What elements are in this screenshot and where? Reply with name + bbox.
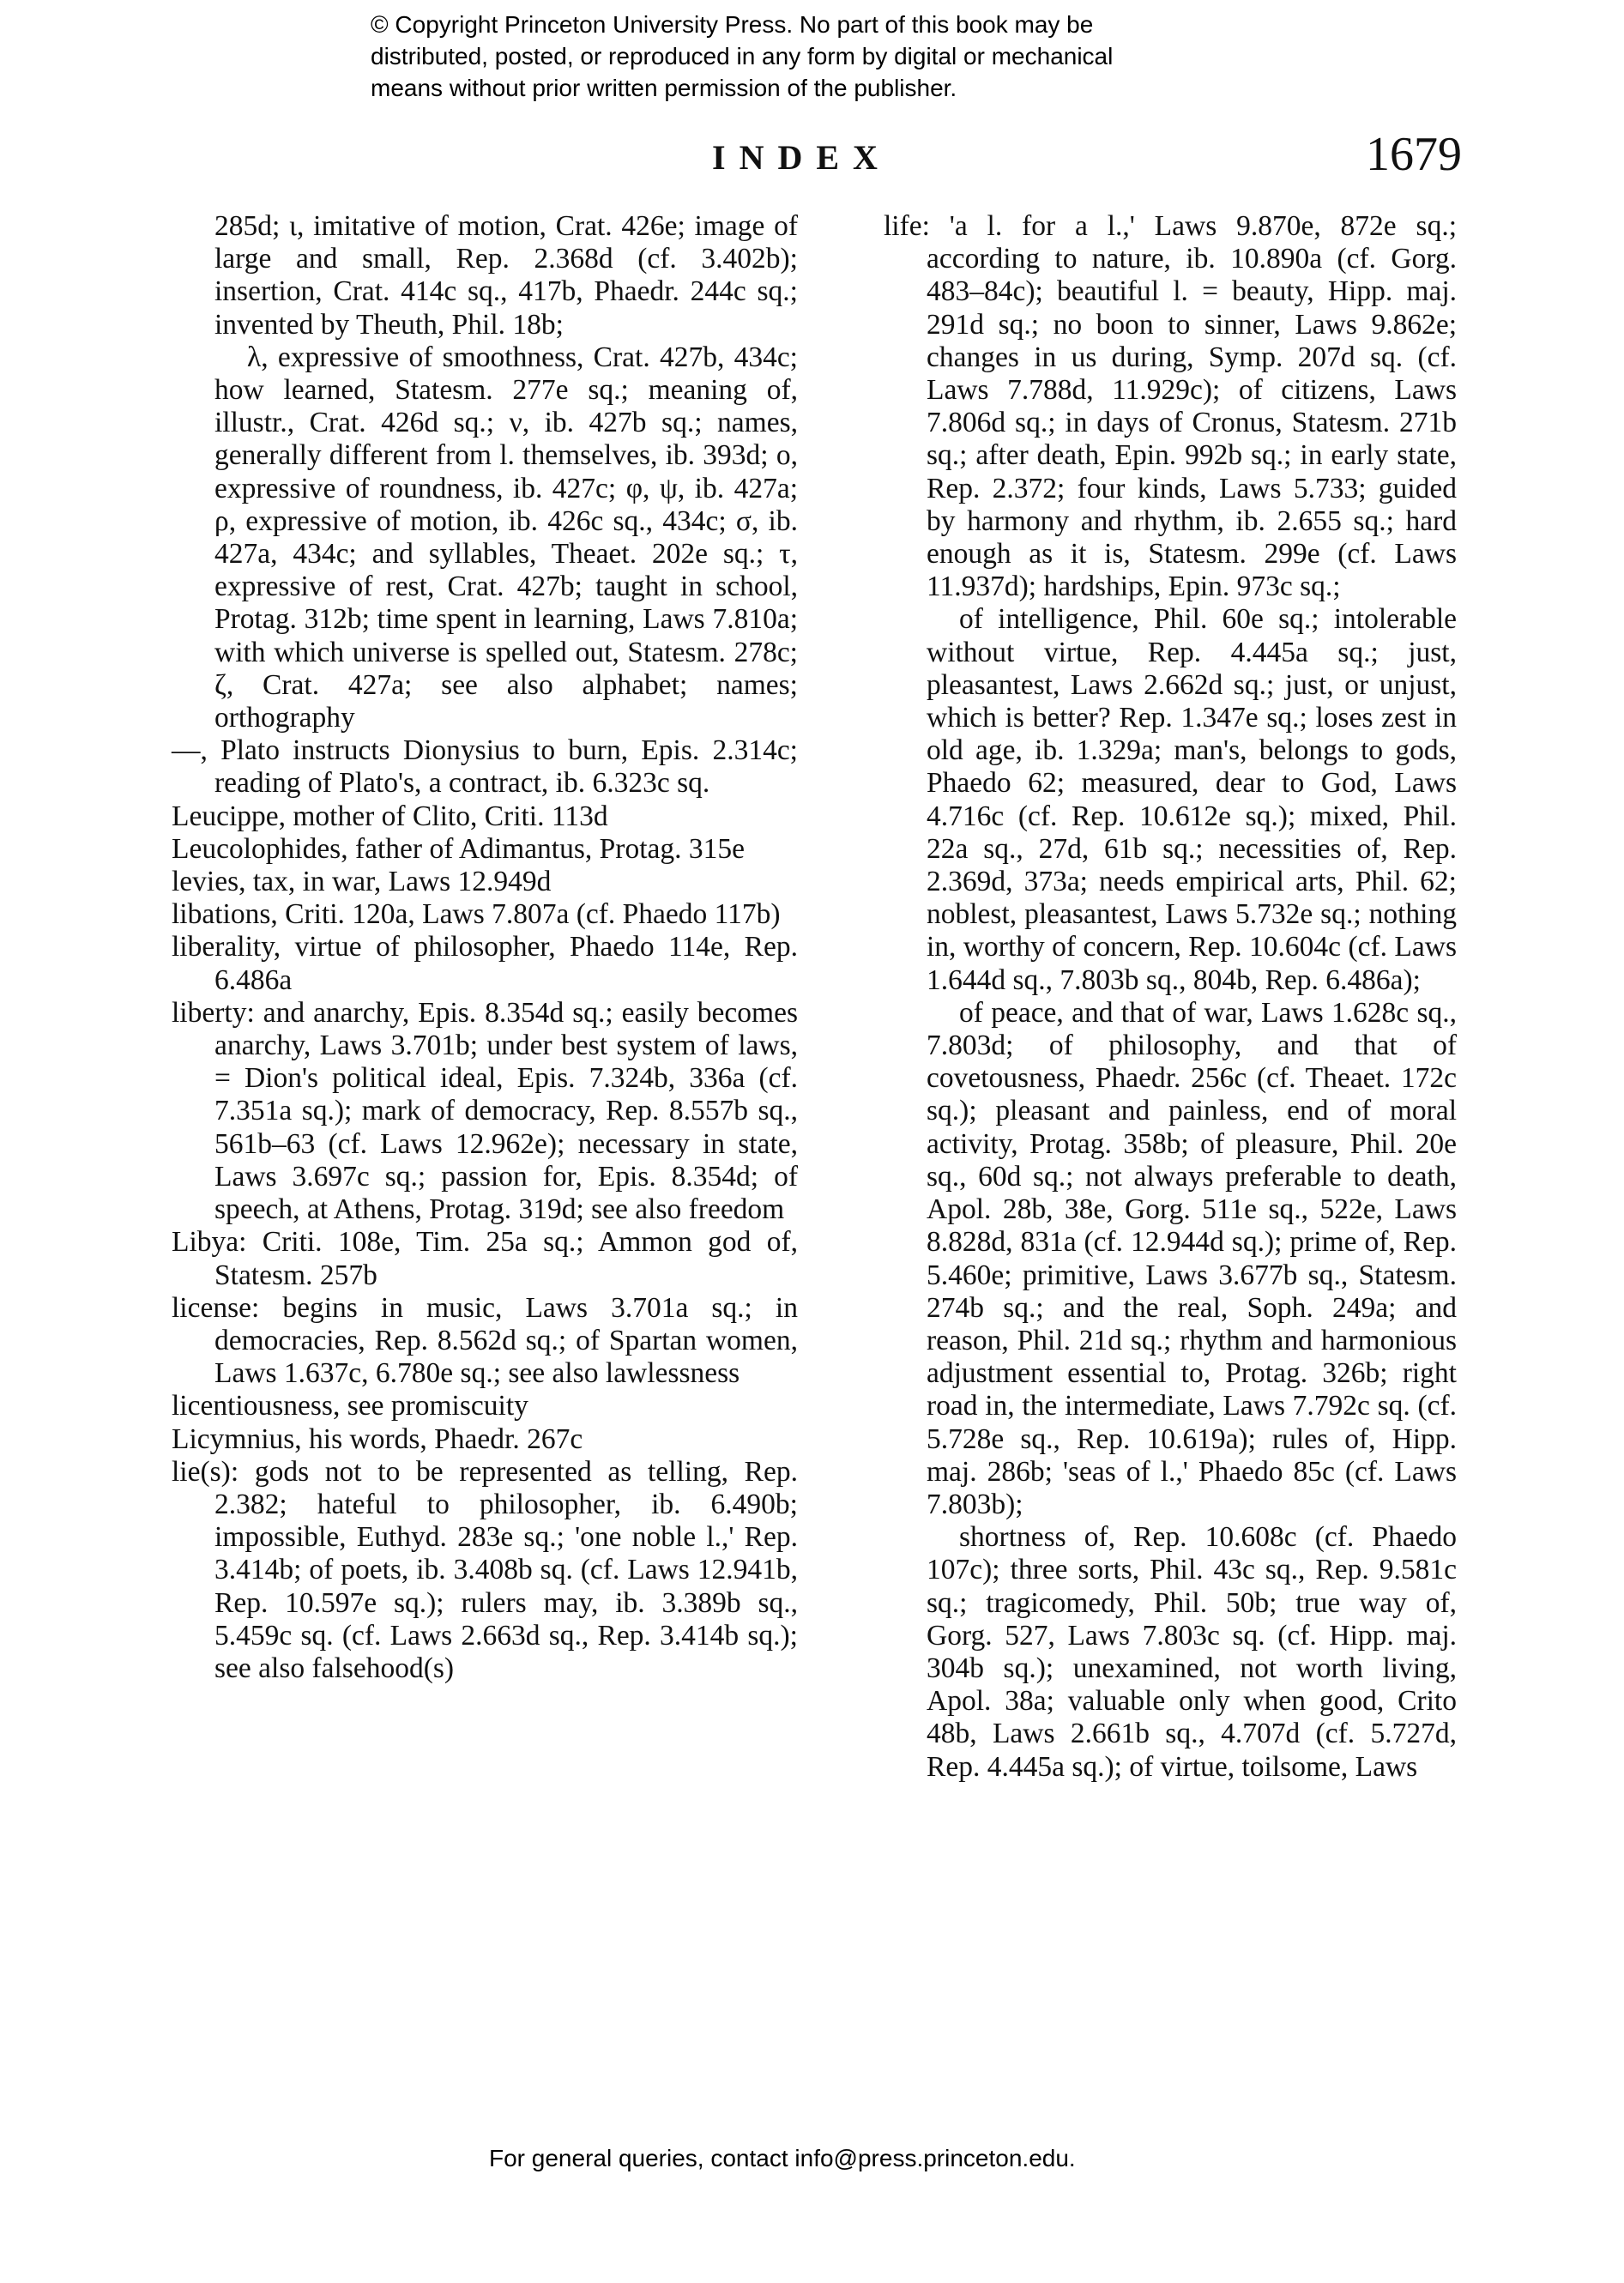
index-entry: Leucolophides, father of Adimantus, Protag. 315e [172, 832, 745, 865]
footer-contact: For general queries, contact info@press.princeton.edu. [489, 2145, 1076, 2171]
index-entry: 285d; ι, imitative of motion, Crat. 426e; image of large and small, Rep. 2.368d (cf. 3.402b); insertion, Crat. 414c sq., 417b, Phaedr. 244c sq.; invented by Theuth, Phil. 18b; [214, 210, 798, 341]
index-column-right [884, 210, 1457, 1784]
index-subentry: of peace, and that of war, Laws 1.628c sq., 7.803d; of philosophy, and that of covetousness, Phaedr. 256c (cf. Theaet. 172c sq.); pleasant and painless, end of moral activity, Protag. 358b; of pleasure, Phil. 20e sq., 60d sq.; not always preferable to death, Apol. 28b, 38e, Gorg. 511e sq., 522e, Laws 8.828d, 831a (cf. 12.944d sq.); prime of, Rep. 5.460e; primitive, Laws 3.677b sq., Statesm. 274b sq.; and the real, Soph. 249a; and reason, Phil. 21d sq.; rhythm and harmonious adjustment essential to, Protag. 326b; right road in, the intermediate, Laws 7.792c sq. (cf. 5.728e sq., Rep. 10.619a); rules of, Hipp. maj. 286b; 'seas of l.,' Phaedo 85c (cf. Laws 7.803b); [927, 996, 1457, 1520]
index-subentry: of intelligence, Phil. 60e sq.; intolerable without virtue, Rep. 4.445a sq.; just, pleasantest, Laws 2.662d sq.; just, or unjust, which is better? Rep. 1.347e sq.; loses zest in old age, ib. 1.329a; man's, belongs to gods, Phaedo 62; measured, dear to God, Laws 4.716c (cf. Rep. 10.612e sq.); mixed, Phil. 22a sq., 27d, 61b sq.; necessities of, Rep. 2.369d, 373a; needs empirical arts, Phil. 62; noblest, pleasantest, Laws 5.732e sq.; nothing in, worthy of concern, Rep. 10.604c (cf. Laws 1.644d sq., 7.803b sq., 804b, Rep. 6.486a); [927, 603, 1457, 996]
index-entry: —, Plato instructs Dionysius to burn, Epis. 2.314c; reading of Plato's, a contract, ib. 6.323c sq. [172, 734, 798, 800]
running-title: INDEX [712, 138, 891, 177]
copyright-line: © Copyright Princeton University Press. No part of this book may be [371, 11, 1094, 38]
index-entry: licentiousness, see promiscuity [172, 1390, 528, 1422]
index-entry: libations, Criti. 120a, Laws 7.807a (cf. Phaedo 117b) [172, 898, 781, 931]
copyright-line: means without prior written permission of the publisher. [371, 75, 957, 101]
copyright-notice [371, 9, 1229, 104]
index-entry: Leucippe, mother of Clito, Criti. 113d [172, 800, 608, 832]
index-subentry: shortness of, Rep. 10.608c (cf. Phaedo 107c); three sorts, Phil. 43c sq., Rep. 9.581c sq.; tragicomedy, Phil. 50b; true way of, Gorg. 527, Laws 7.803c sq. (cf. Hipp. maj. 304b sq.); unexamined, not worth living, Apol. 38a; valuable only when good, Crito 48b, Laws 2.661b sq., 4.707d (cf. 5.727d, Rep. 4.445a sq.); of virtue, toilsome, Laws [927, 1521, 1457, 1783]
index-entry: lie(s): gods not to be represented as telling, Rep. 2.382; hateful to philosopher, ib. 6.490b; impossible, Euthyd. 283e sq.; 'one noble l.,' Rep. 3.414b; of poets, ib. 3.408b sq. (cf. Laws 12.941b, Rep. 10.597e sq.); rulers may, ib. 3.389b sq., 5.459c sq. (cf. Laws 2.663d sq., Rep. 3.414b sq.); see also falsehood(s) [172, 1455, 798, 1684]
index-entry: license: begins in music, Laws 3.701a sq.; in democracies, Rep. 8.562d sq.; of Spartan women, Laws 1.637c, 6.780e sq.; see also lawlessness [172, 1291, 798, 1390]
page-number: 1679 [1366, 128, 1462, 181]
index-entry: levies, tax, in war, Laws 12.949d [172, 866, 552, 898]
index-entry: Libya: Criti. 108e, Tim. 25a sq.; Ammon god of, Statesm. 257b [172, 1226, 798, 1291]
index-entry: life: 'a l. for a l.,' Laws 9.870e, 872e sq.; according to nature, ib. 10.890a (cf. Gorg. 483–84c); beautiful l. = beauty, Hipp. maj. 291d sq.; no boon to sinner, Laws 9.862e; changes in us during, Symp. 207d sq. (cf. Laws 7.788d, 11.929c); of citizens, Laws 7.806d sq.; in days of Cronus, Statesm. 271b sq.; after death, Epin. 992b sq.; in early state, Rep. 2.372; four kinds, Laws 5.733; guided by harmony and rhythm, ib. 2.655 sq.; hard enough as it is, Statesm. 299e (cf. Laws 11.937d); hardships, Epin. 973c sq.; [884, 210, 1457, 603]
index-subentry: λ, expressive of smoothness, Crat. 427b, 434c; how learned, Statesm. 277e sq.; meaning of, illustr., Crat. 426d sq.; ν, ib. 427b sq.; names, generally different from l. themselves, ib. 393d; ο, expressive of roundness, ib. 427c; φ, ψ, ib. 427a; ρ, expressive of motion, ib. 426c sq., 434c; σ, ib. 427a, 434c; and syllables, Theaet. 202e sq.; τ, expressive of rest, Crat. 427b; taught in school, Protag. 312b; time spent in learning, Laws 7.810a; with which universe is spelled out, Statesm. 278c; ζ, Crat. 427a; see also alphabet; names; orthography [214, 341, 798, 734]
copyright-line: distributed, posted, or reproduced in any form by digital or mechanical [371, 43, 1114, 69]
index-column-left [172, 210, 798, 1685]
index-entry: liberty: and anarchy, Epis. 8.354d sq.; easily becomes anarchy, Laws 3.701b; under best system of laws, = Dion's political ideal, Epis. 7.324b, 336a (cf. 7.351a sq.); mark of democracy, Rep. 8.557b sq., 561b–63 (cf. Laws 12.962e); necessary in state, Laws 3.697c sq.; passion for, Epis. 8.354d; of speech, at Athens, Protag. 319d; see also freedom [172, 996, 798, 1226]
index-entry: liberality, virtue of philosopher, Phaedo 114e, Rep. 6.486a [172, 931, 798, 996]
index-entry: Licymnius, his words, Phaedr. 267c [172, 1422, 583, 1455]
